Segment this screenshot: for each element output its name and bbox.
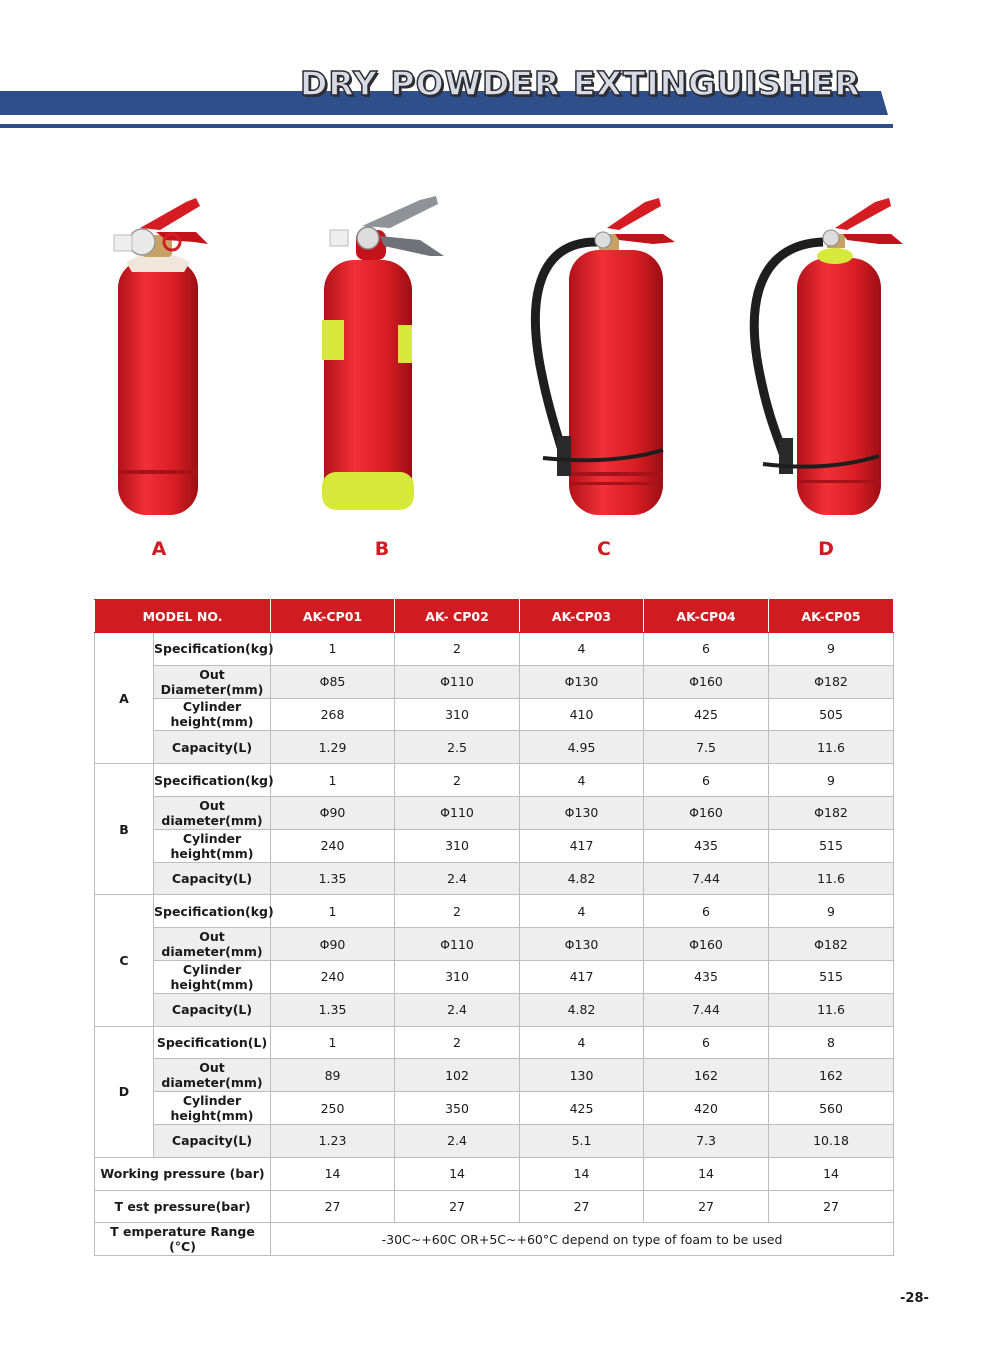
extinguisher-a-image <box>56 180 256 525</box>
value-cell: 425 <box>520 1092 644 1125</box>
group-label: C <box>95 895 154 1026</box>
value-cell: 10.18 <box>769 1124 894 1157</box>
product-label-d: D <box>818 538 834 560</box>
value-cell: 240 <box>271 829 395 862</box>
value-cell: 14 <box>769 1157 894 1190</box>
value-cell: 27 <box>644 1190 769 1223</box>
page-title: DRY POWDER EXTINGUISHER <box>300 64 861 103</box>
param-label: Cylinder height(mm) <box>154 698 271 731</box>
value-cell: 268 <box>271 698 395 731</box>
value-cell: 27 <box>271 1190 395 1223</box>
spec-table <box>94 599 894 1256</box>
table-row <box>95 960 894 993</box>
value-cell: 8 <box>769 1026 894 1059</box>
value-cell: Φ90 <box>271 796 395 829</box>
value-cell: 11.6 <box>769 993 894 1026</box>
table-row <box>95 1157 894 1190</box>
table-row <box>95 633 894 666</box>
product-label-b: B <box>374 538 390 560</box>
value-cell: 420 <box>644 1092 769 1125</box>
value-cell: 2.4 <box>395 993 520 1026</box>
value-cell: Φ130 <box>520 665 644 698</box>
value-cell: 417 <box>520 960 644 993</box>
param-label: Capacity(L) <box>154 862 271 895</box>
value-cell: 27 <box>769 1190 894 1223</box>
param-label: Cylinder height(mm) <box>154 960 271 993</box>
value-cell: 9 <box>769 764 894 797</box>
table-row <box>95 928 894 961</box>
value-cell: 7.44 <box>644 862 769 895</box>
value-cell: 515 <box>769 960 894 993</box>
header-cell: MODEL NO. <box>95 600 271 633</box>
value-cell: 14 <box>271 1157 395 1190</box>
value-cell: Φ110 <box>395 928 520 961</box>
param-label: Out diameter(mm) <box>154 1059 271 1092</box>
header-cell: AK-CP05 <box>769 600 894 633</box>
param-label: Specification(kg) <box>154 895 271 928</box>
value-cell: 350 <box>395 1092 520 1125</box>
value-cell: 2 <box>395 895 520 928</box>
value-cell: 162 <box>769 1059 894 1092</box>
param-label: Specification(kg) <box>154 764 271 797</box>
param-label: Capacity(L) <box>154 993 271 1026</box>
value-cell: 6 <box>644 764 769 797</box>
value-cell: 2 <box>395 764 520 797</box>
value-cell: 1.35 <box>271 862 395 895</box>
param-label: Out diameter(mm) <box>154 928 271 961</box>
param-label: Specification(kg) <box>154 633 271 666</box>
value-cell: 1 <box>271 1026 395 1059</box>
value-cell: Φ160 <box>644 665 769 698</box>
value-cell: Φ130 <box>520 928 644 961</box>
value-cell: 7.44 <box>644 993 769 1026</box>
value-cell: Φ110 <box>395 796 520 829</box>
value-cell: 4 <box>520 895 644 928</box>
value-cell: 11.6 <box>769 731 894 764</box>
value-cell: Φ90 <box>271 928 395 961</box>
value-cell: Φ110 <box>395 665 520 698</box>
value-cell: 1 <box>271 764 395 797</box>
param-label: Cylinder height(mm) <box>154 1092 271 1125</box>
footer-label: T est pressure(bar) <box>95 1190 271 1223</box>
value-cell: 9 <box>769 633 894 666</box>
param-label: Specification(L) <box>154 1026 271 1059</box>
param-label: Out Diameter(mm) <box>154 665 271 698</box>
value-cell: 6 <box>644 1026 769 1059</box>
table-row <box>95 665 894 698</box>
value-cell: Φ182 <box>769 665 894 698</box>
value-cell: 7.5 <box>644 731 769 764</box>
value-cell: 2.4 <box>395 862 520 895</box>
value-cell: 4 <box>520 633 644 666</box>
table-row <box>95 1124 894 1157</box>
value-cell: 14 <box>520 1157 644 1190</box>
header-rule <box>0 124 893 128</box>
value-cell: 9 <box>769 895 894 928</box>
value-cell: Φ160 <box>644 928 769 961</box>
value-cell: 310 <box>395 829 520 862</box>
value-cell: 4 <box>520 764 644 797</box>
value-cell: Φ182 <box>769 796 894 829</box>
table-row <box>95 895 894 928</box>
value-cell: 27 <box>395 1190 520 1223</box>
group-label: B <box>95 764 154 895</box>
header-cell: AK-CP03 <box>520 600 644 633</box>
param-label: Capacity(L) <box>154 1124 271 1157</box>
value-cell: 505 <box>769 698 894 731</box>
value-cell: 130 <box>520 1059 644 1092</box>
param-label: Cylinder height(mm) <box>154 829 271 862</box>
value-cell: 435 <box>644 960 769 993</box>
value-cell: 6 <box>644 895 769 928</box>
value-cell: 27 <box>520 1190 644 1223</box>
value-cell: 425 <box>644 698 769 731</box>
value-cell: 417 <box>520 829 644 862</box>
value-cell: 14 <box>395 1157 520 1190</box>
temperature-label: T emperature Range (°C) <box>95 1223 271 1256</box>
value-cell: 310 <box>395 698 520 731</box>
table-row <box>95 1190 894 1223</box>
value-cell: 410 <box>520 698 644 731</box>
param-label: Out diameter(mm) <box>154 796 271 829</box>
value-cell: 515 <box>769 829 894 862</box>
table-row <box>95 1026 894 1059</box>
header-cell: AK-CP04 <box>644 600 769 633</box>
value-cell: 310 <box>395 960 520 993</box>
table-row <box>95 1092 894 1125</box>
header-cell: AK-CP01 <box>271 600 395 633</box>
value-cell: Φ85 <box>271 665 395 698</box>
product-label-a: A <box>151 538 167 560</box>
value-cell: 1 <box>271 633 395 666</box>
table-row <box>95 731 894 764</box>
table-row <box>95 1223 894 1256</box>
value-cell: Φ182 <box>769 928 894 961</box>
table-row <box>95 993 894 1026</box>
product-label-c: C <box>597 538 611 560</box>
value-cell: 560 <box>769 1092 894 1125</box>
value-cell: 2 <box>395 633 520 666</box>
header-cell: AK- CP02 <box>395 600 520 633</box>
extinguisher-b-image <box>280 180 480 525</box>
value-cell: 14 <box>644 1157 769 1190</box>
table-row <box>95 862 894 895</box>
value-cell: 250 <box>271 1092 395 1125</box>
value-cell: 89 <box>271 1059 395 1092</box>
value-cell: 1.35 <box>271 993 395 1026</box>
table-header-row <box>95 600 894 633</box>
value-cell: Φ160 <box>644 796 769 829</box>
extinguisher-c-image <box>503 180 703 525</box>
value-cell: Φ130 <box>520 796 644 829</box>
group-label: D <box>95 1026 154 1157</box>
value-cell: 1 <box>271 895 395 928</box>
temperature-value: -30C~+60C OR+5C~+60°C depend on type of foam to be used <box>271 1223 894 1256</box>
value-cell: 2.4 <box>395 1124 520 1157</box>
table-row <box>95 1059 894 1092</box>
param-label: Capacity(L) <box>154 731 271 764</box>
value-cell: 2.5 <box>395 731 520 764</box>
value-cell: 11.6 <box>769 862 894 895</box>
value-cell: 5.1 <box>520 1124 644 1157</box>
value-cell: 4 <box>520 1026 644 1059</box>
value-cell: 162 <box>644 1059 769 1092</box>
value-cell: 7.3 <box>644 1124 769 1157</box>
value-cell: 6 <box>644 633 769 666</box>
table-row <box>95 796 894 829</box>
value-cell: 240 <box>271 960 395 993</box>
value-cell: 102 <box>395 1059 520 1092</box>
value-cell: 4.82 <box>520 862 644 895</box>
value-cell: 2 <box>395 1026 520 1059</box>
value-cell: 435 <box>644 829 769 862</box>
table-row <box>95 829 894 862</box>
table-row <box>95 764 894 797</box>
value-cell: 4.95 <box>520 731 644 764</box>
group-label: A <box>95 633 154 764</box>
table-row <box>95 698 894 731</box>
value-cell: 1.29 <box>271 731 395 764</box>
extinguisher-d-image <box>727 180 927 525</box>
value-cell: 4.82 <box>520 993 644 1026</box>
value-cell: 1.23 <box>271 1124 395 1157</box>
footer-label: Working pressure (bar) <box>95 1157 271 1190</box>
page-number: -28- <box>900 1291 929 1306</box>
